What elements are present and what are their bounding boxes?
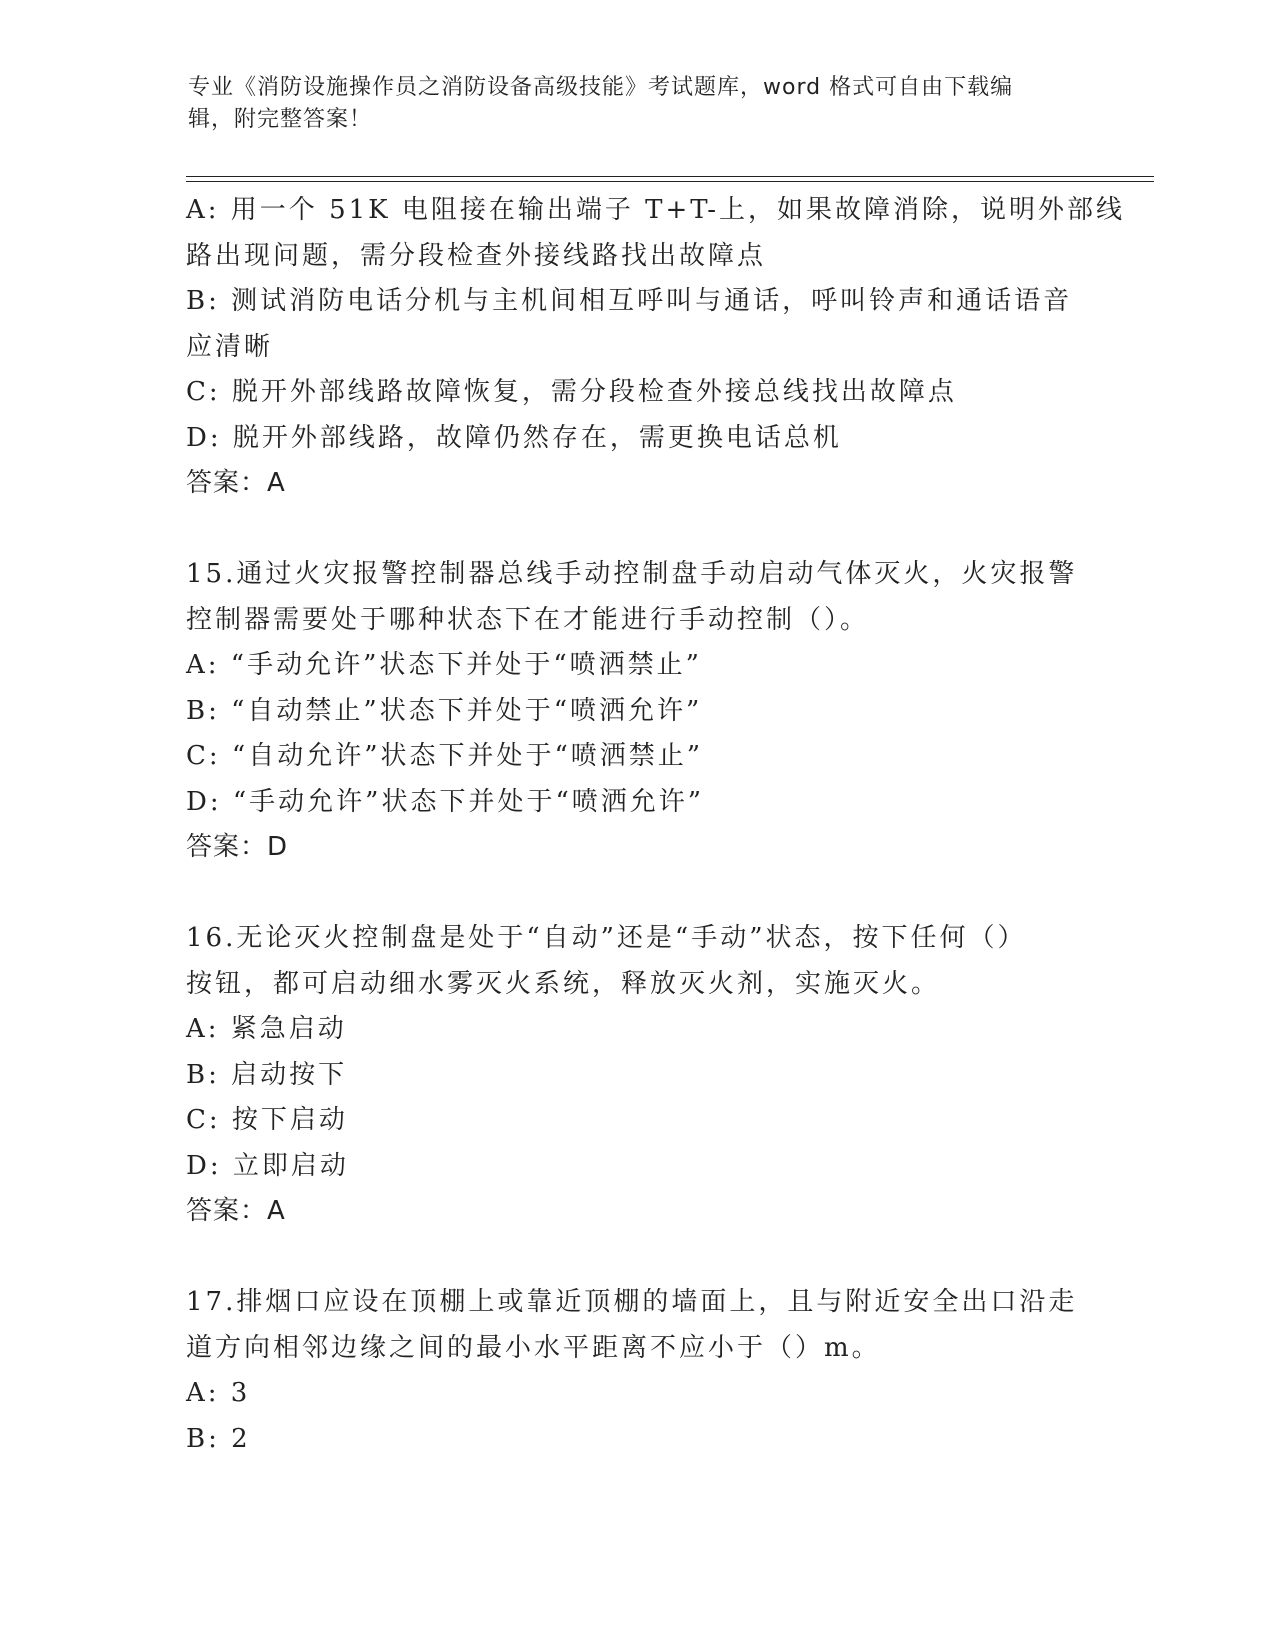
question-stem-line-1: 16.无论灭火控制盘是处于“自动”还是“手动”状态，按下任何（） <box>186 923 1027 953</box>
question-spacer <box>186 507 1086 553</box>
option-a: A: “手动允许”状态下并处于“喷洒禁止” <box>186 650 702 680</box>
document-header <box>188 72 1068 136</box>
question-stem-line-2: 控制器需要处于哪种状态下在才能进行手动控制（）。 <box>186 604 870 635</box>
option-c: C: 脱开外部线路故障恢复，需分段检查外接总线找出故障点 <box>186 377 957 407</box>
option-a-line-2: 路出现问题，需分段检查外接线路找出故障点 <box>186 240 767 271</box>
option-a-line-1: A: 用一个 51K 电阻接在输出端子 T+T-上，如果故障消除，说明外部线 <box>186 195 1126 225</box>
header-rule-bottom <box>186 181 1154 182</box>
question-stem-line-1: 15.通过火灾报警控制器总线手动控制盘手动启动气体灭火，火灾报警 <box>186 559 1078 589</box>
option-c: C: 按下启动 <box>186 1105 348 1135</box>
question-stem-line-2: 按钮，都可启动细水雾灭火系统，释放灭火剂，实施灭火。 <box>186 968 941 999</box>
option-d: D: 脱开外部线路，故障仍然存在，需更换电话总机 <box>186 422 842 453</box>
option-a: A: 3 <box>186 1378 251 1408</box>
question-stem-line-1: 17.排烟口应设在顶棚上或靠近顶棚的墙面上，且与附近安全出口沿走 <box>186 1287 1078 1317</box>
option-d: D: “手动允许”状态下并处于“喷洒允许” <box>186 786 705 817</box>
option-b: B: 启动按下 <box>186 1059 348 1090</box>
option-b: B: “自动禁止”状态下并处于“喷洒允许” <box>186 695 703 726</box>
question-14-tail <box>186 188 1126 507</box>
question-list <box>186 188 1126 1462</box>
header-rule-top <box>186 176 1154 177</box>
answer: 答案：D <box>186 832 289 862</box>
question-15 <box>186 552 1086 871</box>
option-b-line-1: B: 测试消防电话分机与主机间相互呼叫与通话，呼叫铃声和通话语音 <box>186 286 1073 316</box>
option-c: C: “自动允许”状态下并处于“喷洒禁止” <box>186 741 704 771</box>
answer: 答案：A <box>186 468 286 498</box>
answer: 答案：A <box>186 1196 286 1226</box>
option-d: D: 立即启动 <box>186 1150 349 1181</box>
question-17 <box>186 1280 1086 1462</box>
question-16 <box>186 916 1086 1235</box>
question-spacer <box>186 1235 1086 1281</box>
header-line-2: 辑，附完整答案！ <box>188 107 373 132</box>
option-a: A: 紧急启动 <box>186 1014 347 1044</box>
header-line-1: 专业《消防设施操作员之消防设备高级技能》考试题库，word 格式可自由下载编 <box>188 75 1014 100</box>
question-spacer <box>186 871 1086 917</box>
option-b-line-2: 应清晰 <box>186 331 274 362</box>
question-stem-line-2: 道方向相邻边缘之间的最小水平距离不应小于（）m。 <box>186 1332 881 1363</box>
option-b: B: 2 <box>186 1423 251 1454</box>
